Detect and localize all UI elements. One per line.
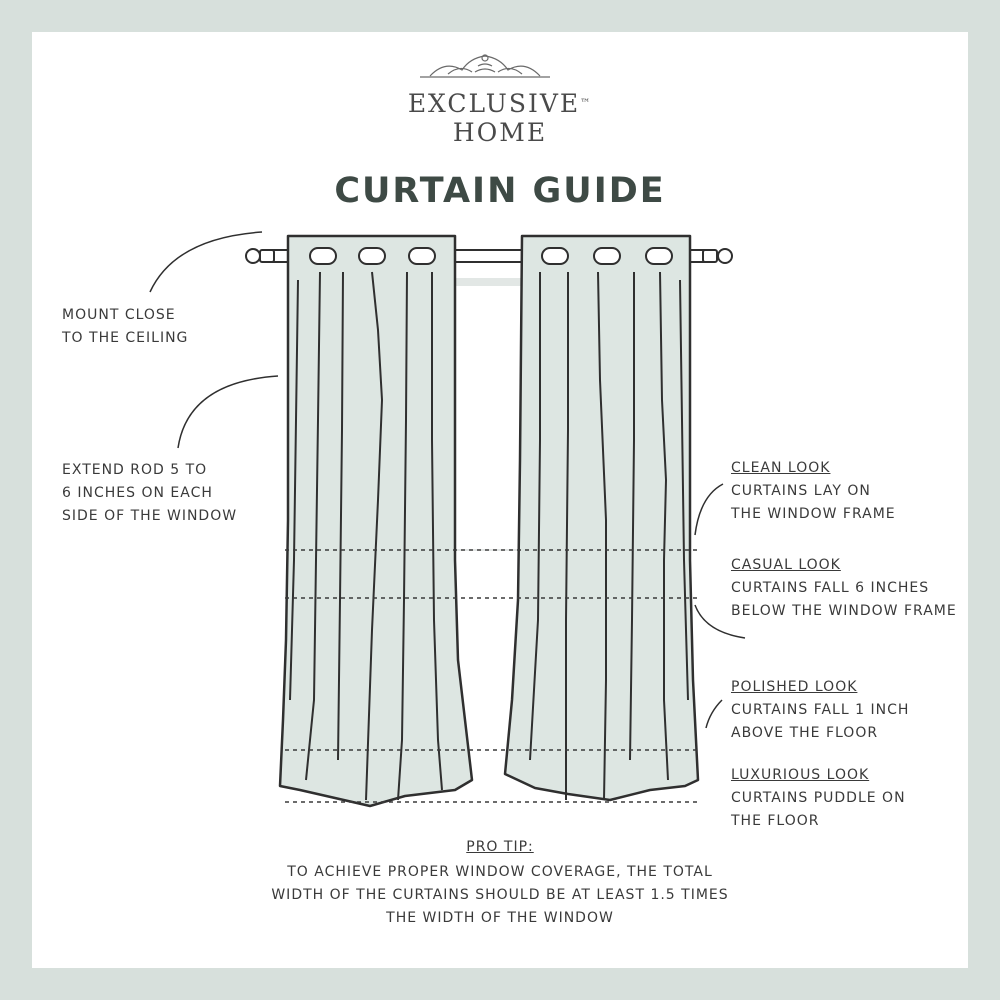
ornament-crest-icon — [420, 55, 550, 77]
pro-tip-line: WIDTH OF THE CURTAINS SHOULD BE AT LEAST 1.5 TIMES — [271, 887, 729, 903]
curtain-panel-left — [280, 236, 472, 806]
note-clean-look: CLEAN LOOK CURTAINS LAY ON THE WINDOW FRAME — [731, 460, 896, 522]
pro-tip-line: TO ACHIEVE PROPER WINDOW COVERAGE, THE TOTAL — [287, 864, 713, 880]
brand-name-line2: HOME — [452, 118, 548, 147]
page-title: CURTAIN GUIDE — [334, 171, 666, 211]
pro-tip-line: THE WIDTH OF THE WINDOW — [386, 910, 614, 926]
note-luxurious-look: LUXURIOUS LOOK CURTAINS PUDDLE ON THE FLOOR — [731, 767, 906, 829]
note-extend-rod: EXTEND ROD 5 TO 6 INCHES ON EACH SIDE OF THE WINDOW — [62, 462, 238, 524]
note-mount-close: MOUNT CLOSE TO THE CEILING — [62, 307, 189, 346]
note-casual-look: CASUAL LOOK CURTAINS FALL 6 INCHES BELOW THE WINDOW FRAME — [731, 557, 957, 619]
pro-tip — [0, 836, 1000, 930]
note-polished-look: POLISHED LOOK CURTAINS FALL 1 INCH ABOVE THE FLOOR — [731, 679, 910, 741]
window-icon — [450, 278, 528, 550]
brand-name-line1: EXCLUSIVE™ — [407, 89, 593, 118]
pro-tip-heading: PRO TIP: — [466, 839, 534, 855]
curtain-panel-right — [505, 236, 698, 800]
